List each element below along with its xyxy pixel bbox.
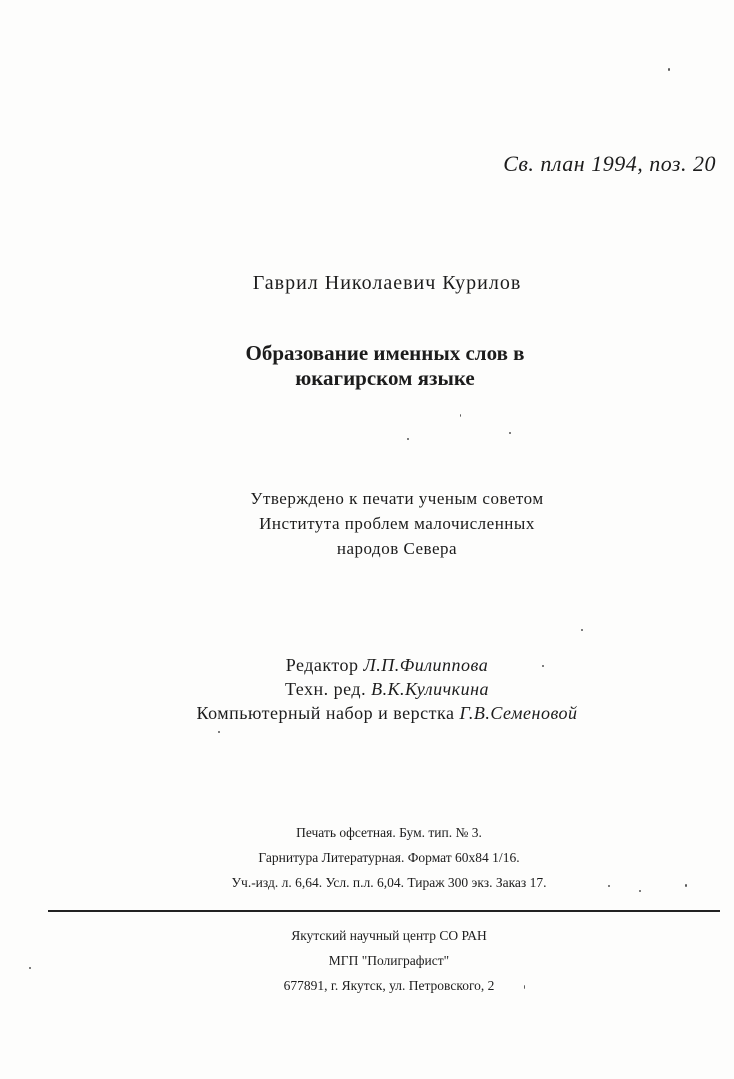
tech-editor-name: В.К.Куличкина <box>371 679 490 699</box>
scan-speck <box>542 665 544 667</box>
book-title <box>18 341 734 391</box>
scan-speck <box>407 438 409 440</box>
scan-speck <box>218 731 220 733</box>
print-info <box>22 820 734 895</box>
scan-speck <box>524 985 525 989</box>
approval-line-3: народов Севера <box>336 539 458 558</box>
publisher-line-3: 677891, г. Якутск, ул. Петровского, 2 <box>283 978 495 993</box>
layout-name: Г.В.Семеновой <box>459 703 578 723</box>
layout-credit <box>20 701 734 725</box>
approval-line-2: Института проблем малочисленных <box>259 514 535 533</box>
editor-label: Редактор <box>285 655 359 675</box>
scan-speck <box>639 890 641 892</box>
editor-credit <box>20 653 734 677</box>
scan-speck <box>460 414 461 417</box>
scan-speck <box>581 629 583 631</box>
author-name: Гаврил Николаевич Курилов <box>252 272 522 294</box>
approval-note <box>30 486 734 561</box>
tech-editor-label: Техн. ред. <box>284 679 367 699</box>
print-info-line-3: Уч.-изд. л. 6,64. Усл. п.л. 6,04. Тираж 300 экз. Заказ 17. <box>231 875 547 890</box>
print-info-line-2: Гарнитура Литературная. Формат 60х84 1/16. <box>258 850 520 865</box>
book-title-line-1: Образование именных слов в <box>245 341 525 365</box>
book-title-line-2: юкагирском языке <box>295 366 475 390</box>
approval-line-1: Утверждено к печати ученым советом <box>250 489 544 508</box>
scan-speck <box>668 68 670 71</box>
horizontal-divider <box>48 910 720 912</box>
scan-speck <box>29 967 31 969</box>
tech-editor-credit <box>20 677 734 701</box>
scan-speck <box>509 432 511 434</box>
scan-speck <box>608 885 610 887</box>
publisher-line-1: Якутский научный центр СО РАН <box>291 928 487 943</box>
print-info-line-1: Печать офсетная. Бум. тип. № 3. <box>296 825 482 840</box>
publisher-line-2: МГП "Полиграфист" <box>328 953 450 968</box>
credits-block <box>20 653 734 725</box>
publisher-info <box>22 923 734 998</box>
scan-speck <box>685 884 687 887</box>
editor-name: Л.П.Филиппова <box>363 655 489 675</box>
plan-reference: Св. план 1994, поз. 20 <box>503 151 716 176</box>
layout-label: Компьютерный набор и верстка <box>196 703 455 723</box>
